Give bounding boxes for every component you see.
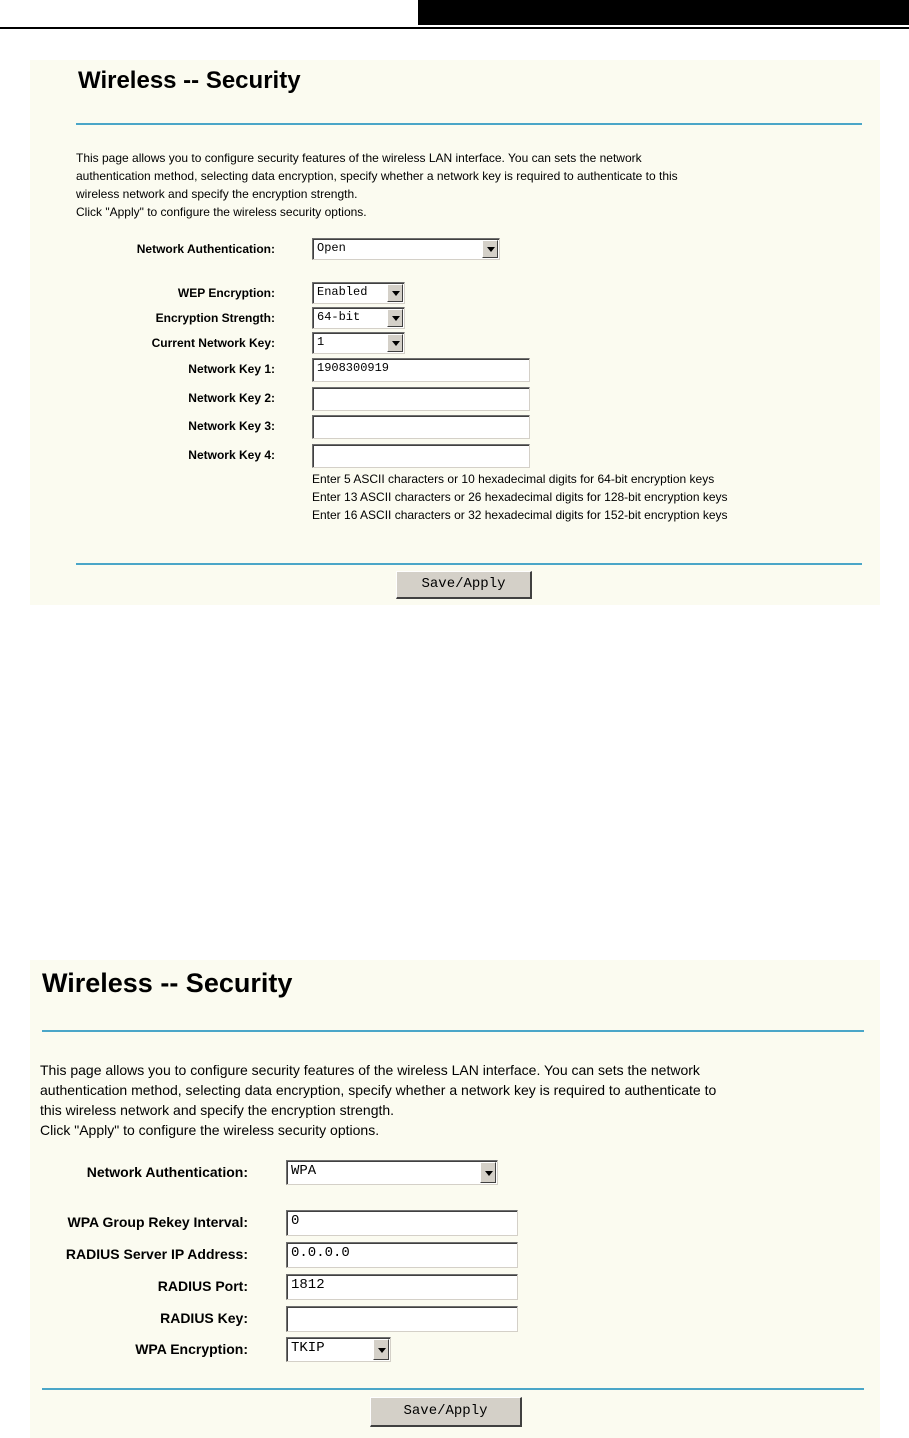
chevron-down-icon[interactable] bbox=[387, 309, 403, 327]
network-key-1-label: Network Key 1: bbox=[188, 362, 275, 376]
chevron-down-icon[interactable] bbox=[482, 240, 498, 258]
wep-encryption-label: WEP Encryption: bbox=[177, 286, 275, 300]
divider bbox=[76, 563, 862, 565]
radius-key-label: RADIUS Key: bbox=[160, 1310, 248, 1326]
wpa-encryption-select[interactable]: TKIP bbox=[286, 1337, 391, 1362]
header-rule bbox=[0, 27, 909, 29]
current-network-key-select[interactable]: 1 bbox=[312, 332, 405, 354]
encryption-strength-label: Encryption Strength: bbox=[155, 311, 275, 325]
encryption-strength-select[interactable]: 64-bit bbox=[312, 307, 405, 329]
network-key-3-label: Network Key 3: bbox=[188, 419, 275, 433]
network-key-1-input[interactable]: 1908300919 bbox=[312, 358, 530, 382]
network-authentication-label: Network Authentication: bbox=[136, 242, 275, 256]
page-title: Wireless -- Security bbox=[42, 968, 293, 998]
wpa-encryption-label: WPA Encryption: bbox=[135, 1341, 248, 1357]
chevron-down-icon[interactable] bbox=[480, 1162, 496, 1183]
chevron-down-icon[interactable] bbox=[373, 1339, 389, 1360]
radius-server-ip-label: RADIUS Server IP Address: bbox=[65, 1246, 248, 1262]
divider bbox=[42, 1030, 864, 1032]
network-key-2-label: Network Key 2: bbox=[188, 391, 275, 405]
security-panel-wep bbox=[30, 60, 880, 605]
wpa-group-rekey-interval-input[interactable]: 0 bbox=[286, 1210, 518, 1236]
divider bbox=[42, 1388, 864, 1390]
save-apply-button[interactable]: Save/Apply bbox=[396, 571, 532, 599]
network-authentication-label: Network Authentication: bbox=[86, 1164, 248, 1180]
wpa-group-rekey-interval-label: WPA Group Rekey Interval: bbox=[67, 1214, 248, 1230]
radius-key-input[interactable] bbox=[286, 1306, 518, 1332]
network-key-4-input[interactable] bbox=[312, 444, 530, 468]
current-network-key-label: Current Network Key: bbox=[151, 336, 275, 350]
chevron-down-icon[interactable] bbox=[387, 334, 403, 352]
wep-encryption-select[interactable]: Enabled bbox=[312, 282, 405, 304]
security-panel-wpa bbox=[30, 960, 880, 1438]
network-authentication-select[interactable]: Open bbox=[312, 238, 500, 260]
divider bbox=[76, 123, 862, 125]
page-description: This page allows you to configure security features of the wireless LAN interface. You can sets the network authentication method, selecting data encryption, specify whether a network key is required to authenticate to this wireless network and specify the encryption strength. Click "Apply" to configure the wireless security options. bbox=[40, 1062, 717, 1138]
radius-port-input[interactable]: 1812 bbox=[286, 1274, 518, 1300]
network-authentication-select[interactable]: WPA bbox=[286, 1160, 498, 1185]
radius-port-label: RADIUS Port: bbox=[157, 1278, 248, 1294]
save-apply-button[interactable]: Save/Apply bbox=[370, 1397, 522, 1427]
header-bar bbox=[418, 0, 909, 25]
page-title: Wireless -- Security bbox=[78, 67, 301, 94]
radius-server-ip-input[interactable]: 0.0.0.0 bbox=[286, 1242, 518, 1268]
network-key-3-input[interactable] bbox=[312, 415, 530, 439]
network-key-2-input[interactable] bbox=[312, 387, 530, 411]
page-description: This page allows you to configure security features of the wireless LAN interface. You can sets the network authentication method, selecting data encryption, specify whether a network key is required to authenticate to this wireless network and specify the encryption strength. Click "Apply" to configure the wireless security options. bbox=[76, 151, 678, 219]
key-format-hints: Enter 5 ASCII characters or 10 hexadecimal digits for 64-bit encryption keys Enter 13 ASCII characters or 26 hexadecimal digits for 128-bit encryption keys Enter 16 ASCII characters or 32 hexadecimal digits for 152-bit encryption keys bbox=[312, 472, 728, 522]
chevron-down-icon[interactable] bbox=[387, 284, 403, 302]
network-key-4-label: Network Key 4: bbox=[188, 448, 275, 462]
